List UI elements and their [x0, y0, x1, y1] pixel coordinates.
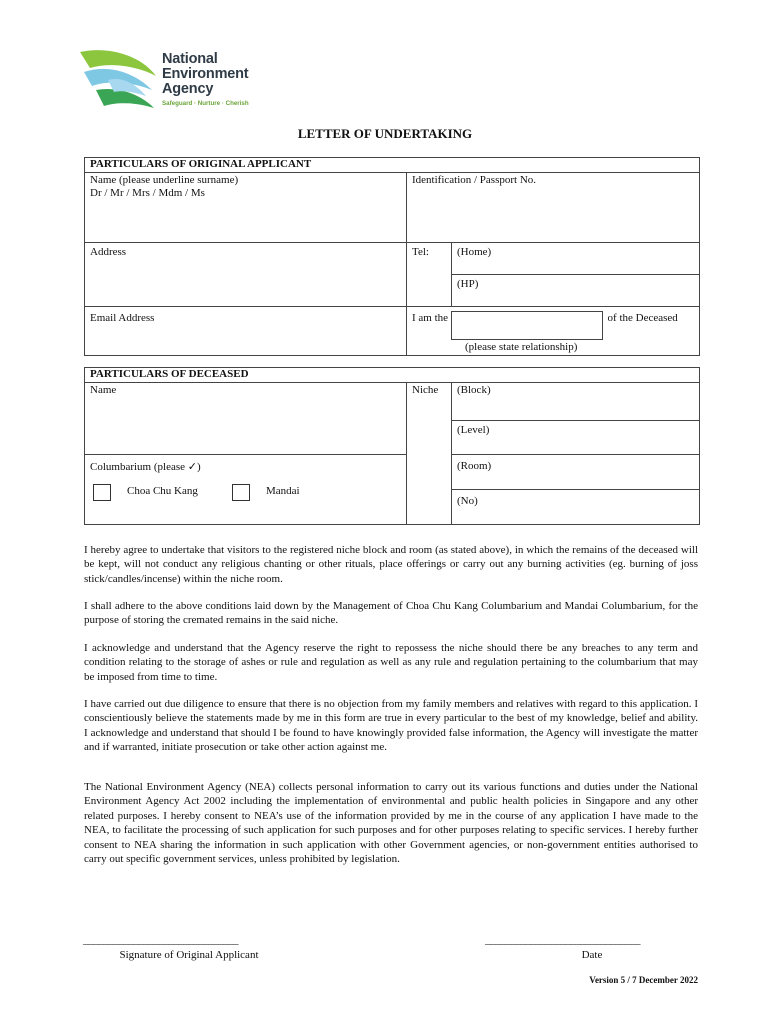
hp-label: (HP)	[457, 278, 479, 290]
applicant-heading: PARTICULARS OF ORIGINAL APPLICANT	[85, 158, 700, 173]
paragraph-4: I have carried out due diligence to ensure that there is no objection from my family members and relatives with regard to this application. I conscientiously believe the statements made by me in this form are true in every particular to the best of my knowledge, belief and ability. I acknowledge and understand that should I be found to have knowingly provided false information, the Agency will investigate the matter and if warranted, initiate prosecution or take other action against me.	[84, 698, 698, 754]
page-title: LETTER OF UNDERTAKING	[297, 126, 473, 141]
block-field[interactable]	[452, 383, 700, 421]
applicant-table	[84, 157, 700, 356]
address-field[interactable]	[85, 243, 407, 307]
home-label: (Home)	[457, 246, 492, 258]
relationship-input[interactable]	[451, 311, 603, 340]
deceased-name-label: Name	[90, 384, 117, 396]
org-tagline: Safeguard · Nurture · Cherish	[162, 100, 249, 107]
tel-label: Tel:	[407, 243, 452, 275]
deceased-name-field[interactable]	[85, 383, 407, 455]
email-field[interactable]	[85, 307, 407, 356]
paragraph-3: I acknowledge and understand that the Agency reserve the right to repossess the niche should there be any breaches to any term and condition relating to the storage of ashes or rule and regulation as well as any rule and regulation pertaining to the columbarium that may be imposed from time to time.	[84, 642, 698, 683]
relationship-field	[407, 307, 700, 356]
mandai-label: Mandai	[266, 485, 300, 497]
room-label: (Room)	[457, 460, 492, 472]
room-field[interactable]	[452, 455, 700, 490]
columbarium-field	[85, 455, 407, 525]
applicant-name-field[interactable]	[85, 173, 407, 243]
signature-label: Signature of Original Applicant	[119, 949, 259, 961]
tel-hp-field[interactable]	[452, 275, 700, 307]
tel-home-field[interactable]	[452, 243, 700, 275]
date-line[interactable]: _______________________________	[485, 934, 640, 946]
passport-field[interactable]	[407, 173, 700, 243]
paragraph-5: The National Environment Agency (NEA) collects personal information to carry out its various functions and duties under the National Environment Agency Act 2002 including the implementation of environmental and public health policies in Singapore and any other related purposes. I hereby consent to NEA’s use of the information provided by me in the course of any application I have made to the NEA, to facilitate the processing of such application for such purposes and for other purposes relating to specific services. I hereby further consent to NEA sharing the information in such application with other Government agencies, or non-government entities authorised to carry out specific government services, unless prohibited by legislation.	[84, 781, 698, 866]
paragraph-2: I shall adhere to the above conditions laid down by the Management of Choa Chu Kang Columbarium and Mandai Columbarium, for the purpose of storing the cremated remains in the said niche.	[84, 600, 698, 627]
choa-chu-kang-checkbox[interactable]	[93, 484, 111, 501]
org-name-line1: National	[162, 51, 218, 67]
email-label: Email Address	[90, 312, 155, 324]
relationship-hint: (please state relationship)	[465, 341, 578, 353]
block-label: (Block)	[457, 384, 491, 396]
nea-leaf-icon	[78, 46, 160, 116]
org-name	[162, 52, 248, 97]
choa-chu-kang-label: Choa Chu Kang	[127, 485, 198, 497]
signature-line[interactable]: _______________________________	[83, 934, 238, 946]
org-name-line3: Agency	[162, 81, 214, 97]
tel-spacer	[407, 275, 452, 307]
columbarium-label: Columbarium (please ✓)	[90, 461, 201, 473]
date-label: Date	[581, 949, 603, 961]
of-deceased-label: of the Deceased	[607, 312, 678, 324]
org-name-line2: Environment	[162, 66, 249, 82]
nea-logo	[78, 46, 278, 116]
no-label: (No)	[457, 495, 478, 507]
paragraph-1: I hereby agree to undertake that visitors to the registered niche block and room (as stated above), in which the remains of the deceased will be kept, will not conduct any religious chanting or other rituals, place offerings or carry out any burning activities (eg. burning of joss stick/candles/incense) within the niche room.	[84, 544, 698, 585]
no-field[interactable]	[452, 490, 700, 525]
name-label: Name (please underline surname)	[90, 174, 239, 186]
iam-label: I am the	[412, 312, 449, 324]
deceased-table	[84, 367, 700, 525]
level-label: (Level)	[457, 424, 490, 436]
passport-label: Identification / Passport No.	[412, 174, 537, 186]
mandai-checkbox[interactable]	[232, 484, 250, 501]
address-label: Address	[90, 246, 127, 258]
niche-label: Niche	[407, 383, 452, 525]
level-field[interactable]	[452, 421, 700, 455]
deceased-heading: PARTICULARS OF DECEASED	[85, 368, 700, 383]
version-label: Version 5 / 7 December 2022	[589, 975, 698, 985]
salutation-options: Dr / Mr / Mrs / Mdm / Ms	[90, 187, 205, 199]
